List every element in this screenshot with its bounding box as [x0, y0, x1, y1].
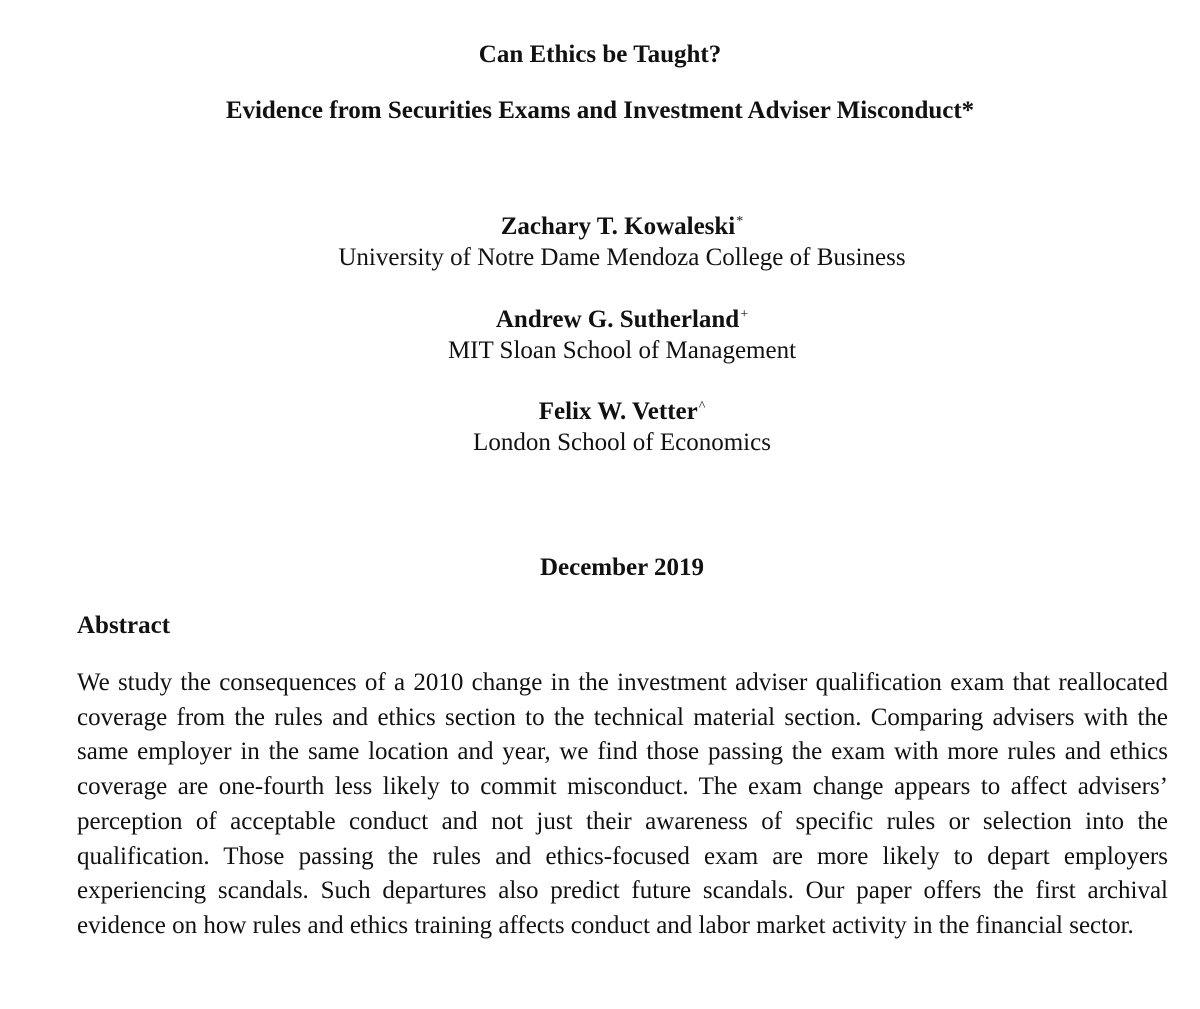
author-name-line: [0, 397, 1200, 427]
paper-subtitle: Evidence from Securities Exams and Investment Adviser Misconduct*: [225, 97, 975, 124]
author-name-line: [0, 305, 1200, 335]
author-name: Felix W. Vetter: [538, 398, 698, 425]
author-footnote-mark: *: [736, 214, 744, 229]
author-block: [0, 397, 1200, 459]
author-block: [0, 212, 1200, 274]
author-affiliation: MIT Sloan School of Management: [447, 337, 797, 364]
paper-date: December 2019: [539, 554, 705, 581]
author-block: [0, 305, 1200, 367]
author-footnote-mark: ^: [698, 399, 706, 414]
author-affiliation: University of Notre Dame Mendoza College of Business: [338, 244, 906, 271]
abstract-text: We study the consequences of a 2010 change in the investment adviser qualification exam that reallocated coverage from the rules and ethics section to the technical material section. Comparing advisers with the same employer in the same location and year, we find those passing the exam with more rules and ethics coverage are one-fourth less likely to commit misconduct. The exam change appears to affect advisers’ perception of acceptable conduct and not just their awareness of specific rules or selection into the qualification. Those passing the rules and ethics-focused exam are more likely to depart employers experiencing scandals. Such departures also predict future scandals. Our paper offers the first archival evidence on how rules and ethics training affects conduct and labor market activity in the financial sector.: [77, 669, 1168, 939]
paper-title: Can Ethics be Taught?: [478, 41, 722, 68]
author-footnote-mark: +: [740, 307, 749, 322]
author-name: Andrew G. Sutherland: [495, 306, 740, 333]
author-name: Zachary T. Kowaleski: [500, 213, 736, 240]
author-name-line: [0, 212, 1200, 242]
author-affiliation: London School of Economics: [473, 429, 771, 456]
abstract-heading: Abstract: [77, 612, 171, 639]
